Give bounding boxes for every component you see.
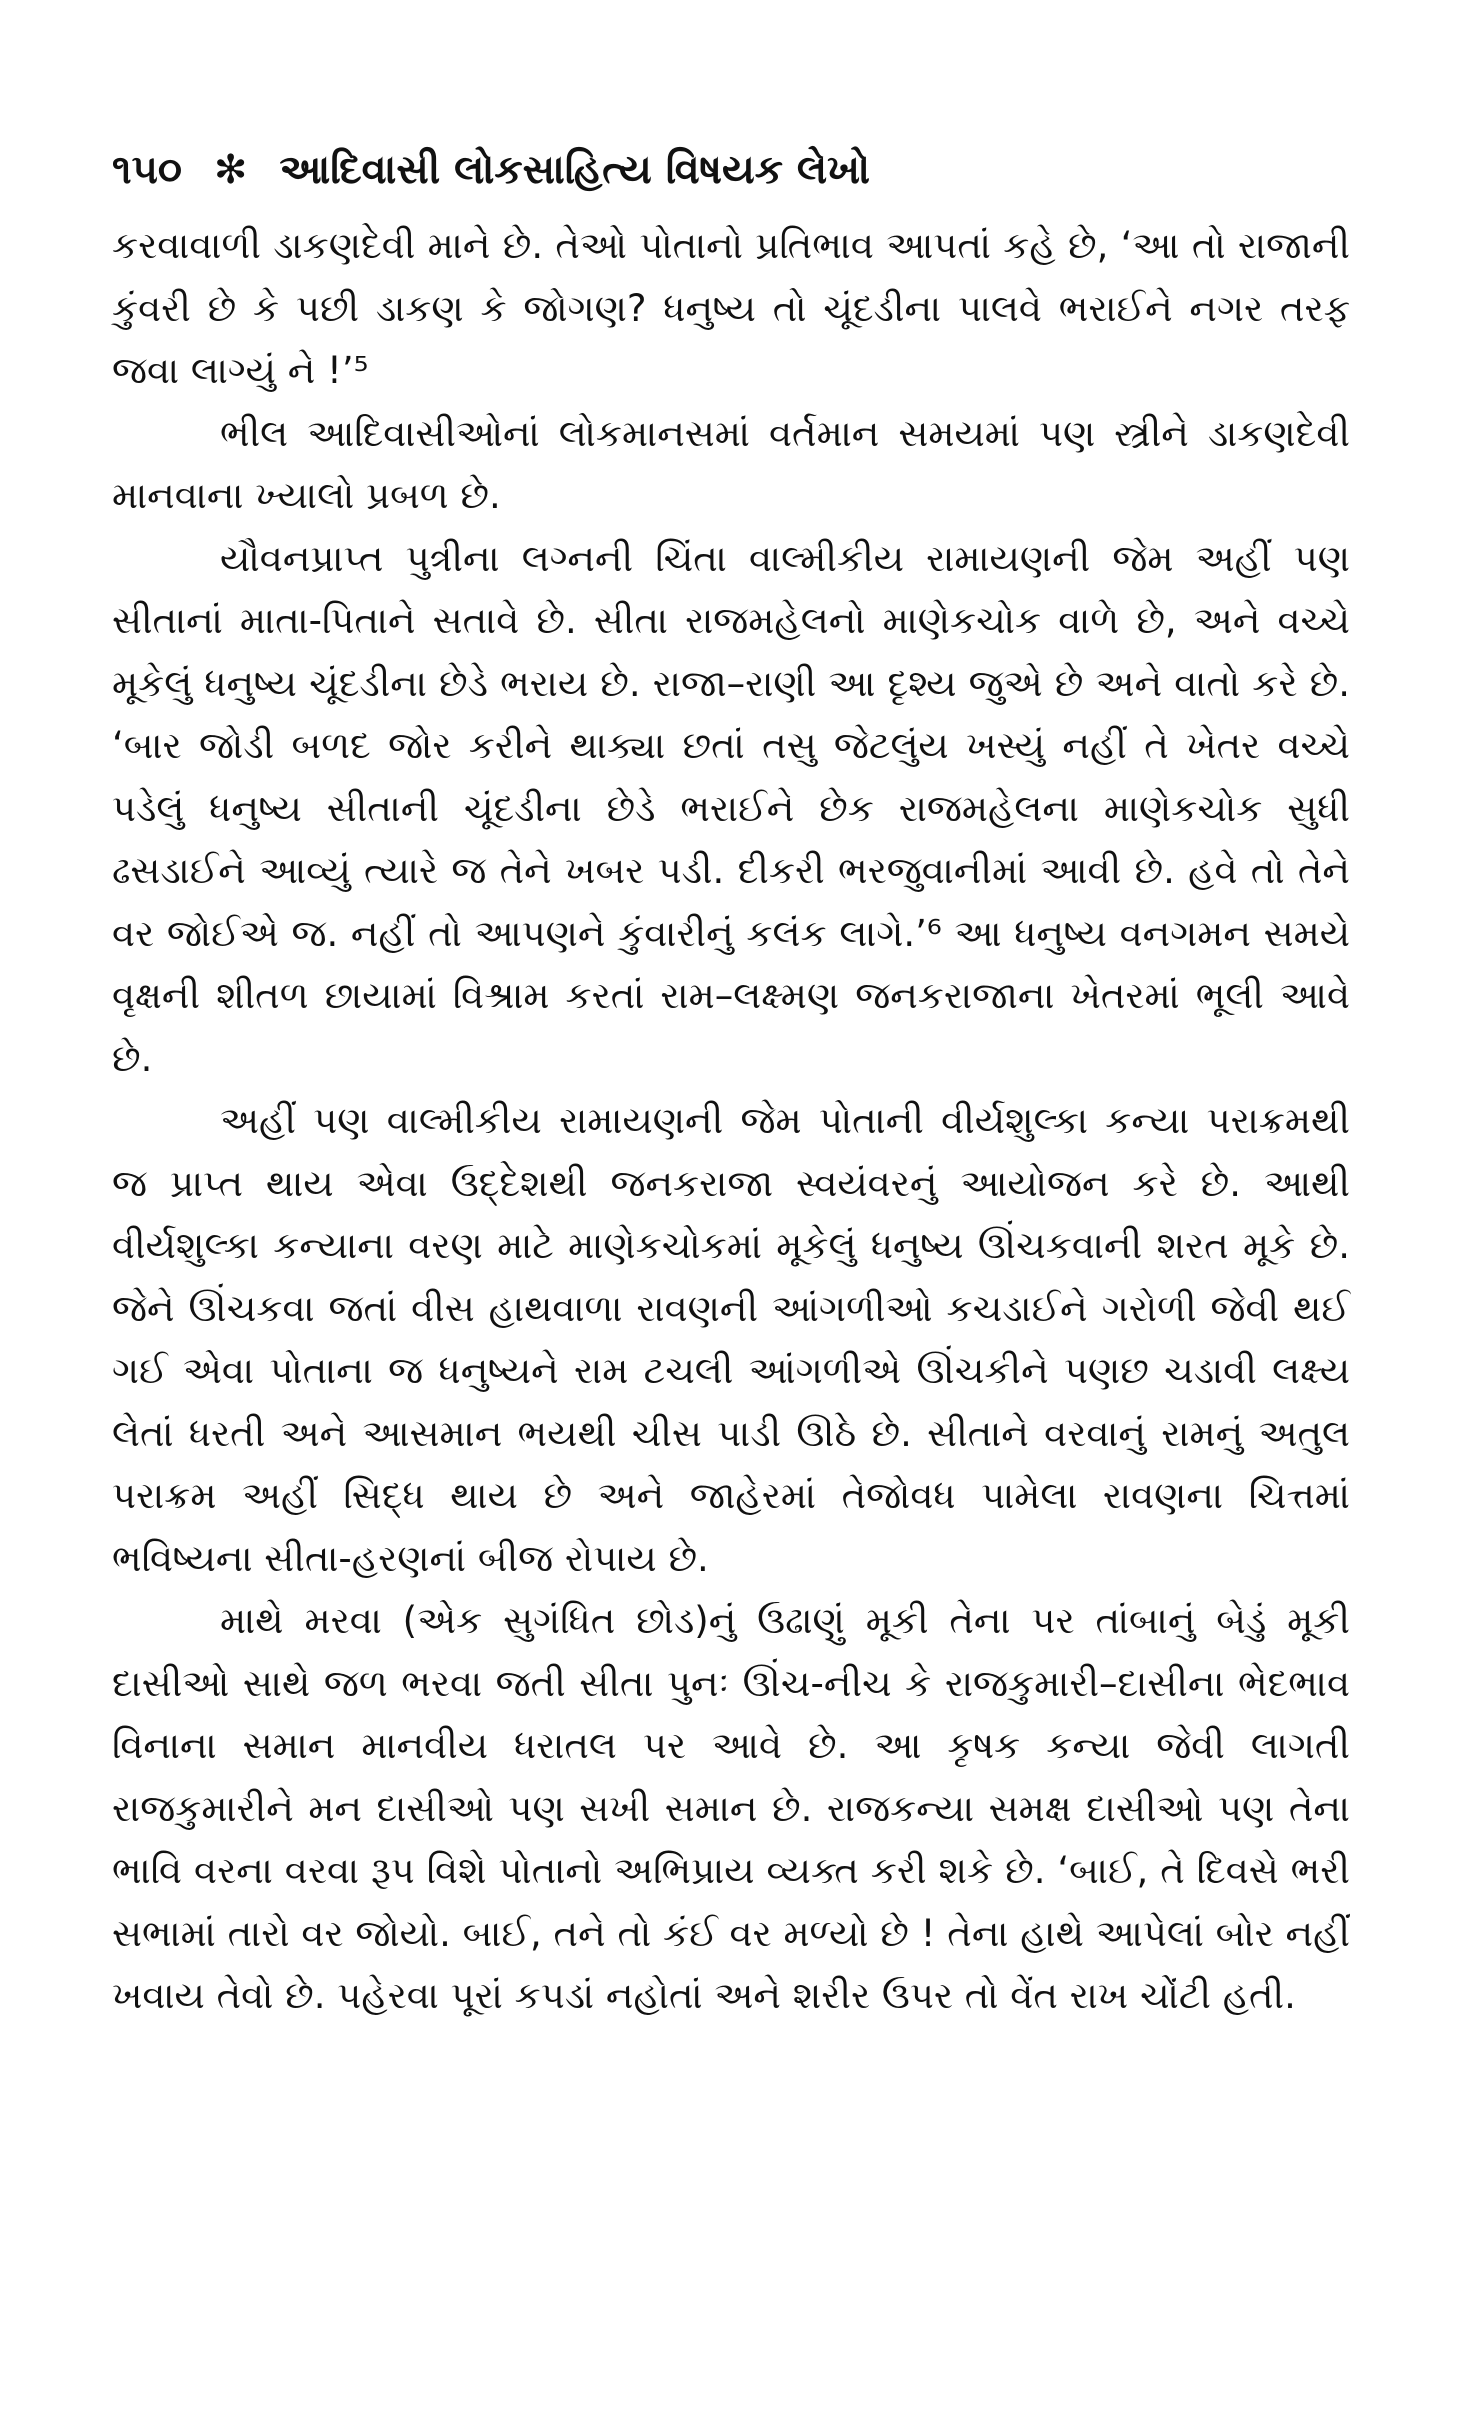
paragraph: યૌવનપ્રાપ્ત પુત્રીના લગ્નની ચિંતા વાલ્મીકીય રામાયણની જેમ અહીં પણ સીતાનાં માતા-પિતાને સતાવે છે. સીતા રાજમહેલનો માણેકચોક વાળે છે, અને વચ્ચે મૂકેલું ધનુષ્ય ચૂંદડીના છેડે ભરાય છે. રાજા–રાણી આ દૃશ્ય જુએ છે અને વાતો કરે છે. ‘બાર જોડી બળદ જોર કરીને થાક્યા છતાં તસુ જેટલુંય ખસ્યું નહીં તે ખેતર વચ્ચે પડેલું ધનુષ્ય સીતાની ચૂંદડીના છેડે ભરાઈને છેક રાજમહેલના માણેકચોક સુધી ઢસડાઈને આવ્યું ત્યારે જ તેને ખબર પડી. દીકરી ભરજુવાનીમાં આવી છે. હવે તો તેને વર જોઈએ જ. નહીં તો આપણને કુંવારીનું કલંક લાગે.’⁶ આ ધનુષ્ય વનગમન સમયે વૃક્ષની શીતળ છાયામાં વિશ્રામ કરતાં રામ–લક્ષ્મણ જનકરાજાના ખેતરમાં ભૂલી આવે છે.: [112, 536, 1350, 1080]
paragraph: અહીં પણ વાલ્મીકીય રામાયણની જેમ પોતાની વીર્યશુલ્કા કન્યા પરાક્રમથી જ પ્રાપ્ત થાય એવા ઉદ્દેશથી જનકરાજા સ્વયંવરનું આયોજન કરે છે. આથી વીર્યશુલ્કા કન્યાના વરણ માટે માણેકચોકમાં મૂકેલું ધનુષ્ય ઊંચકવાની શરત મૂકે છે. જેને ઊંચકવા જતાં વીસ હાથવાળા રાવણની આંગળીઓ કચડાઈને ગરોળી જેવી થઈ ગઈ એવા પોતાના જ ધનુષ્યને રામ ટચલી આંગળીએ ઊંચકીને પણછ ચડાવી લક્ષ્ય લેતાં ધરતી અને આસમાન ભયથી ચીસ પાડી ઊઠે છે. સીતાને વરવાનું રામનું અતુલ પરાક્રમ અહીં સિદ્ધ થાય છે અને જાહેરમાં તેજોવધ પામેલા રાવણના ચિત્તમાં ભવિષ્યના સીતા-હરણનાં બીજ રોપાય છે.: [112, 1099, 1350, 1580]
paragraph: ભીલ આદિવાસીઓનાં લોકમાનસમાં વર્તમાન સમયમાં પણ સ્ત્રીને ડાકણદેવી માનવાના ખ્યાલો પ્રબળ છે.: [112, 411, 1350, 517]
paragraph: માથે મરવા (એક સુગંધિત છોડ)નું ઉઢાણું મૂકી તેના પર તાંબાનું બેડું મૂકી દાસીઓ સાથે જળ ભરવા જતી સીતા પુનઃ ઊંચ-નીચ કે રાજકુમારી–દાસીના ભેદભાવ વિનાના સમાન માનવીય ધરાતલ પર આવે છે. આ કૃષક કન્યા જેવી લાગતી રાજકુમારીને મન દાસીઓ પણ સખી સમાન છે. રાજકન્યા સમક્ષ દાસીઓ પણ તેના ભાવિ વરના વરવા રૂપ વિશે પોતાનો અભિપ્રાય વ્યક્ત કરી શકે છે. ‘બાઈ, તે દિવસે ભરી સભામાં તારો વર જોયો. બાઈ, તને તો કંઈ વર મળ્યો છે ! તેના હાથે આપેલાં બોર નહીં ખવાય તેવો છે. પહેરવા પૂરાં કપડાં નહોતાં અને શરીર ઉપર તો વેંત રાખ ચોંટી હતી.: [112, 1599, 1350, 2017]
body-text: [112, 215, 1350, 2028]
paragraph: કરવાવાળી ડાકણદેવી માને છે. તેઓ પોતાનો પ્રતિભાવ આપતાં કહે છે, ‘આ તો રાજાની કુંવરી છે કે પછી ડાકણ કે જોગણ? ધનુષ્ય તો ચૂંદડીના પાલવે ભરાઈને નગર તરફ જવા લાગ્યું ને !’⁵: [112, 224, 1350, 392]
running-header: [112, 140, 1362, 200]
book-title: આદિવાસી લોકસાહિત્ય વિષયક લેખો: [279, 147, 871, 193]
asterisk-separator-icon: ✻: [213, 147, 248, 193]
page-number: ૧૫૦: [112, 147, 182, 193]
